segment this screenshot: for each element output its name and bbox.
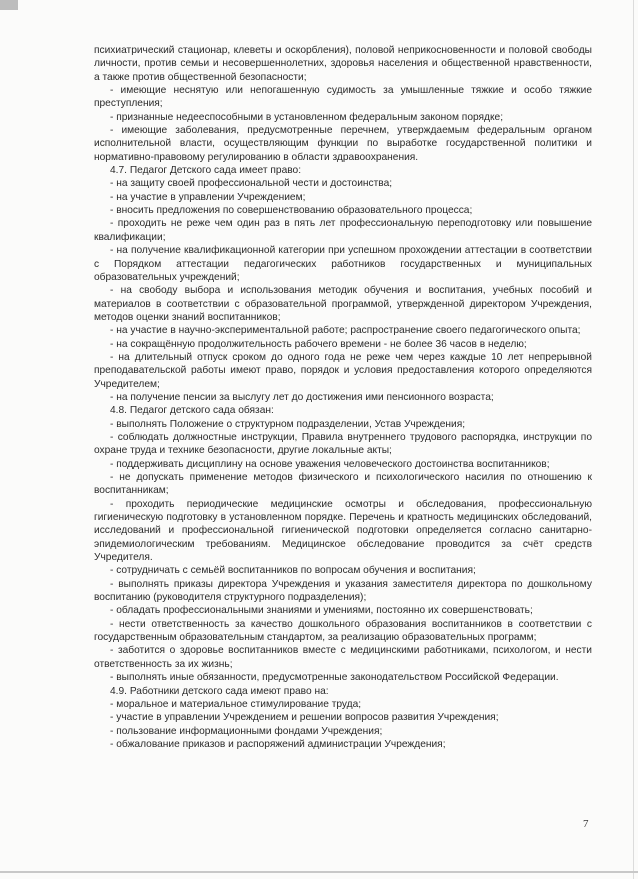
paragraph: - выполнять иные обязанности, предусмотренные законодательством Российской Федерации. [110,672,559,684]
paragraph: - обладать профессиональными знаниями и умениями, постоянно их совершенствовать; [110,605,533,617]
paragraph: - участие в управлении Учреждением и решении вопросов развития Учреждения; [110,712,499,724]
paragraph: психиатрический стационар, клеветы и оскорбления), половой неприкосновенности и половой свободы личности, против семьи и несовершеннолетних, здоровья населения и общественной нравственности, а также против общественной безопасности; [94,45,592,83]
paragraph: - выполнять Положение о структурном подразделении, Устав Учреждения; [110,418,466,430]
paragraph: - на получение пенсии за выслугу лет до достижения ими пенсионного возраста; [110,391,494,403]
paragraph: - нести ответственность за качество дошкольного образования воспитанников в соответствии с государственным образовательным стандартом, за реализацию образовательных программ; [94,618,592,644]
paragraph: 4.9. Работники детского сада имеют право на: [110,685,329,697]
paragraph: - имеющие заболевания, предусмотренные перечнем, утверждаемым федеральным органом исполнительной власти, осуществляющим функции по выработке государственной политики и нормативно-правовому регулированию в области здравоохранения. [94,125,592,163]
paragraph: - выполнять приказы директора Учреждения и указания заместителя директора по дошкольному воспитанию (руководителя структурного подразделения); [94,578,592,604]
paragraph: - на длительный отпуск сроком до одного года не реже чем через каждые 10 лет непрерывной преподавательской работы имеют право, порядок и условия предоставления которого определяются Учредителем; [94,351,592,390]
scan-corner-mark [0,0,18,10]
scan-edge-right [633,0,634,879]
paragraph: - признанные недееспособными в установленном федеральным законом порядке; [110,111,504,123]
paragraph: - проходить периодические медицинские осмотры и обследования, профессиональную гигиеническую подготовку в установленном порядке. Перечень и кратность медицинских обследований, исследований и профессиональной гигиенической подготовки определяется согласно санитарно-эпидемиологическим требованиям. Медицинское обследование проводится за счёт средств Учредителя. [94,498,592,564]
scan-edge-bottom [0,871,638,873]
paragraph: - на участие в научно-экспериментальной работе; распространение своего педагогического опыта; [110,325,581,337]
page-number: 7 [583,818,589,830]
paragraph: - на защиту своей профессиональной чести и достоинства; [110,178,393,190]
paragraph: - на участие в управлении Учреждением; [110,191,306,203]
paragraph: - на сокращённую продолжительность рабочего времени - не более 36 часов в неделю; [110,338,527,350]
paragraph: - поддерживать дисциплину на основе уважения человеческого достоинства воспитанников; [110,458,550,470]
paragraph: 4.8. Педагог детского сада обязан: [110,405,274,417]
paragraph: - пользование информационными фондами Учреждения; [110,725,383,737]
document-text-body [94,44,592,751]
paragraph: - не допускать применение методов физического и психологического насилия по отношению к воспитанникам; [94,472,592,497]
paragraph: - обжалование приказов и распоряжений администрации Учреждения; [110,738,446,750]
paragraph: - на свободу выбора и использования методик обучения и воспитания, учебных пособий и материалов в соответствии с образовательной программой, утвержденной директором Учреждения, методов оценки знаний воспитанников; [94,285,592,323]
paragraph: - вносить предложения по совершенствованию образовательного процесса; [110,205,473,217]
paragraph: - имеющие неснятую или непогашенную судимость за умышленные тяжкие и особо тяжкие преступления; [94,85,592,110]
paragraph: - на получение квалификационной категории при успешном прохождении аттестации в соответствии с Порядком аттестации педагогических работников государственных и муниципальных образовательных учреждений; [94,245,592,283]
paragraph: - проходить не реже чем один раз в пять лет профессиональную переподготовку или повышение квалификации; [94,218,592,243]
paragraph: - соблюдать должностные инструкции, Правила внутреннего трудового распорядка, инструкции по охране труда и технике безопасности, другие локальные акты; [94,431,592,457]
paragraph: - моральное и материальное стимулирование труда; [110,698,362,710]
paragraph: - заботится о здоровье воспитанников вместе с медицинскими работниками, психологом, и нести ответственность за их жизнь; [94,645,592,670]
paragraph: 4.7. Педагог Детского сада имеет право: [110,165,302,177]
paragraph: - сотрудничать с семьёй воспитанников по вопросам обучения и воспитания; [110,565,476,577]
